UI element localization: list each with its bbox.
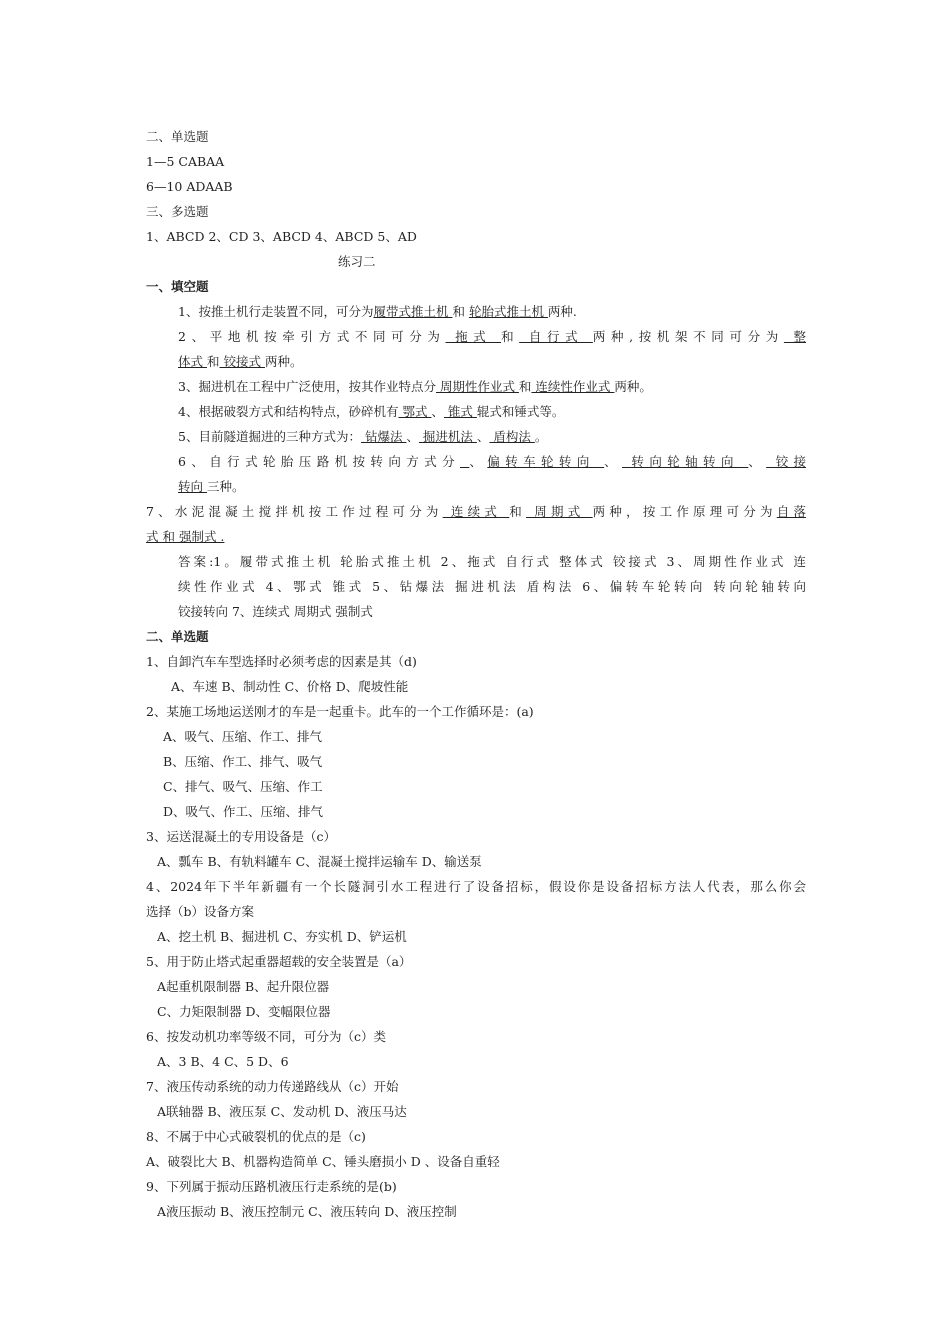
answer-line: 6—10 ADAAB (146, 179, 233, 194)
question-options: A、车速 B、制动性 C、价格 D、爬坡性能 (171, 679, 409, 694)
section-heading-fill-blank: 一、填空题 (146, 279, 209, 294)
fill-question-2: 2、平地机按牵引方式不同可分为 拖式 和 自行式 两种,按机架不同可分为 整 (178, 329, 806, 344)
question-text: 5、用于防止塔式起重器超载的安全装置是（a） (146, 954, 412, 969)
question-options: C、力矩限制器 D、变幅限位器 (157, 1004, 331, 1019)
fill-question-2-cont: 体式 和 铰接式 两种。 (178, 354, 303, 369)
question-option: A、吸气、压缩、作工、排气 (163, 729, 323, 744)
section-heading-single-choice: 二、单选题 (146, 129, 209, 144)
answer-line: 1、ABCD 2、CD 3、ABCD 4、ABCD 5、AD (146, 229, 417, 244)
question-text: 3、运送混凝土的专用设备是（c） (146, 829, 336, 844)
question-options: A、瓢车 B、有轨料罐车 C、混凝土搅拌运输车 D、输送泵 (157, 854, 482, 869)
fill-question-1: 1、按推土机行走装置不同，可分为履带式推土机 和 轮胎式推土机 两种. (178, 304, 577, 319)
question-options: A、3 B、4 C、5 D、6 (157, 1054, 289, 1069)
fill-question-7: 7、水泥混凝土搅拌机按工作过程可分为 连续式 和 周期式 两种，按工作原理可分为自落 (146, 504, 806, 519)
question-options: A液压振动 B、液压控制元 C、液压转向 D、液压控制 (157, 1204, 457, 1219)
question-options: A联轴器 B、液压泵 C、发动机 D、液压马达 (157, 1104, 407, 1119)
question-text: 9、下列属于振动压路机液压行走系统的是(b) (146, 1179, 397, 1194)
fill-answer-line: 铰接转向 7、连续式 周期式 强制式 (178, 604, 373, 619)
question-text: 2、某施工场地运送刚才的车是一起重卡。此车的一个工作循环是：(a) (146, 704, 534, 719)
question-option: D、吸气、作工、压缩、排气 (163, 804, 324, 819)
question-text: 8、不属于中心式破裂机的优点的是（c) (146, 1129, 366, 1144)
question-option: B、压缩、作工、排气、吸气 (163, 754, 323, 769)
question-options: A、挖土机 B、掘进机 C、夯实机 D、铲运机 (157, 929, 407, 944)
fill-answer-line: 答案:1。履带式推土机 轮胎式推土机 2、拖式 自行式 整体式 铰接式 3、周期性作业式 连 (178, 554, 806, 569)
fill-question-7-cont: 式 和 强制式 . (146, 529, 225, 544)
question-options: A起重机限制器 B、起升限位器 (157, 979, 330, 994)
fill-question-6: 6、自行式轮胎压路机按转向方式分 、偏转车轮转向 、 转向轮轴转向 、 铰接 (178, 454, 806, 469)
exercise-title: 练习二 (338, 254, 376, 269)
question-text: 4、2024年下半年新疆有一个长隧洞引水工程进行了设备招标，假设你是设备招标方法人代表，那么你会 (146, 879, 806, 894)
question-text: 7、液压传动系统的动力传递路线从（c）开始 (146, 1079, 399, 1094)
question-text-cont: 选择（b）设备方案 (146, 904, 255, 919)
question-option: C、排气、吸气、压缩、作工 (163, 779, 323, 794)
question-text: 1、自卸汽车车型选择时必须考虑的因素是其（d) (146, 654, 417, 669)
question-options: A、破裂比大 B、机器构造简单 C、锤头磨损小 D 、设备自重轻 (146, 1154, 500, 1169)
fill-question-4: 4、根据破裂方式和结构特点，砂碎机有 鄂式 、 锥式 辊式和锤式等。 (178, 404, 565, 419)
question-text: 6、按发动机功率等级不同，可分为（c）类 (146, 1029, 386, 1044)
section-heading-single-choice-2: 二、单选题 (146, 629, 209, 644)
answer-line: 1—5 CABAA (146, 154, 225, 169)
fill-answer-line: 续性作业式 4、鄂式 锥式 5、钻爆法 掘进机法 盾构法 6、偏转车轮转向 转向轮轴转向 (178, 579, 806, 594)
fill-question-6-cont: 转向 三种。 (178, 479, 245, 494)
section-heading-multi-choice: 三、多选题 (146, 204, 209, 219)
fill-question-5: 5、目前隧道掘进的三种方式为： 钻爆法 、 掘进机法 、 盾构法 。 (178, 429, 548, 444)
fill-question-3: 3、掘进机在工程中广泛使用，按其作业特点分 周期性作业式 和 连续性作业式 两种。 (178, 379, 652, 394)
